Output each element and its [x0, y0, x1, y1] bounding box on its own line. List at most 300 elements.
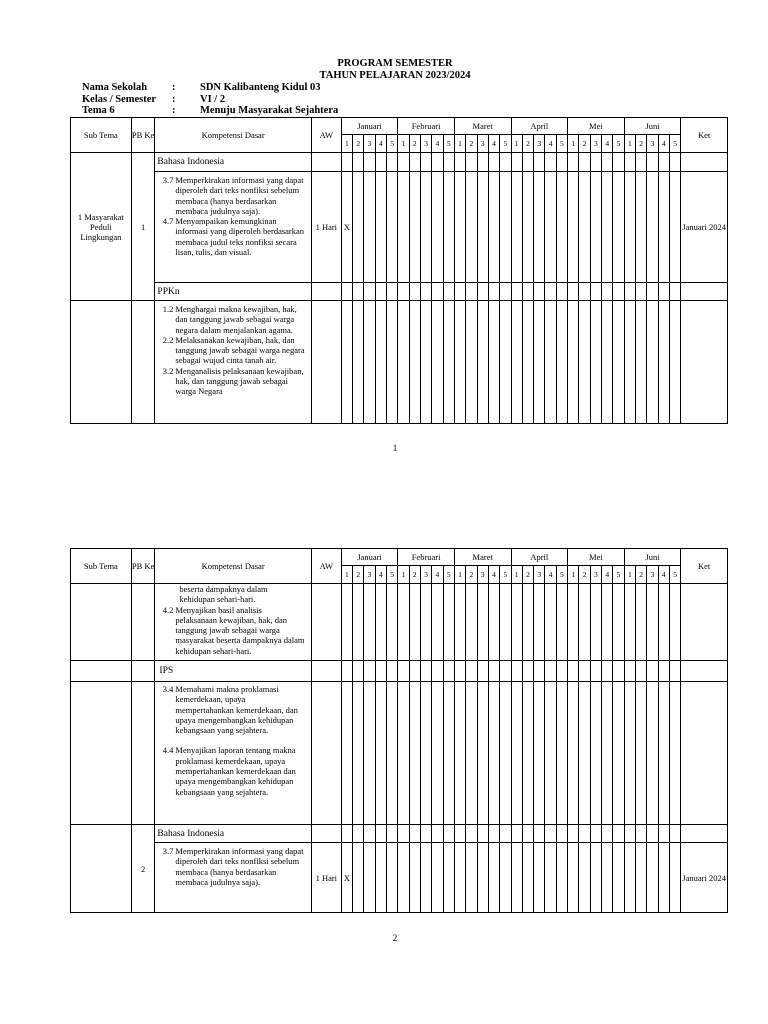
- week-cell: [466, 301, 477, 424]
- month-juni: Juni: [624, 549, 681, 566]
- week-cell: [375, 153, 386, 172]
- week-cell: [454, 153, 465, 172]
- week-number: 3: [534, 566, 545, 584]
- kd-code: 4.4: [162, 745, 174, 756]
- kd-item: [155, 366, 310, 397]
- week-cell: [602, 843, 613, 913]
- col-pb: PB Ke: [131, 549, 155, 584]
- kd-code: 3.2: [162, 365, 174, 376]
- week-cell: [669, 682, 680, 825]
- week-cell: [545, 172, 556, 283]
- week-number: 5: [386, 566, 397, 584]
- month-februari: Februari: [398, 549, 455, 566]
- week-cell: [534, 153, 545, 172]
- week-cell: [353, 584, 364, 661]
- week-cell: [375, 843, 386, 913]
- week-cell: [420, 661, 431, 682]
- week-cell: [353, 283, 364, 301]
- week-number: 5: [613, 566, 624, 584]
- week-cell: [409, 661, 420, 682]
- week-cell: [341, 584, 352, 661]
- week-cell: [590, 301, 601, 424]
- week-number: 1: [341, 135, 352, 153]
- week-cell: [500, 682, 511, 825]
- kd-text: Menganalisis pelaksanaan kewajiban, hak, dan tanggung jawab sebagai warga Negara: [175, 365, 304, 397]
- week-number: 3: [420, 566, 431, 584]
- week-cell: [454, 172, 465, 283]
- week-cell: [568, 584, 579, 661]
- week-cell: [647, 283, 658, 301]
- week-cell: [624, 153, 635, 172]
- week-cell: [511, 584, 522, 661]
- subtema-cell: 1 Masyarakat Peduli Lingkungan: [71, 153, 132, 301]
- kd-cell: [155, 301, 311, 424]
- week-cell: [375, 661, 386, 682]
- week-cell: [466, 843, 477, 913]
- week-cell: [636, 283, 647, 301]
- week-cell: [488, 153, 499, 172]
- subtema-cell: [71, 661, 132, 682]
- section-row: [71, 153, 728, 172]
- week-cell: [432, 283, 443, 301]
- col-ket: Ket: [681, 118, 728, 153]
- week-cell: [466, 661, 477, 682]
- week-number: 4: [488, 135, 499, 153]
- week-cell: [669, 153, 680, 172]
- week-cell: [409, 153, 420, 172]
- kd-text: Memperkirakan informasi yang dapat diperoleh dari teks nonfiksi sebelum membaca (hanya berdasarkan membaca judulnya saja).: [175, 846, 304, 887]
- week-cell: [341, 153, 352, 172]
- week-cell: [579, 661, 590, 682]
- week-cell: [669, 661, 680, 682]
- kd-row: [71, 584, 728, 661]
- aw-cell: [311, 301, 341, 424]
- week-cell: [624, 584, 635, 661]
- kd-cell: [155, 172, 311, 283]
- ket-cell: [681, 682, 728, 825]
- week-cell: [636, 682, 647, 825]
- week-cell: [669, 843, 680, 913]
- kd-text: Menghargai makna kewajiban, hak, dan tanggung jawab sebagai warga negara dalam menjalankan agama.: [175, 304, 297, 335]
- week-cell: [443, 172, 454, 283]
- kd-item: [155, 846, 310, 887]
- week-cell: [534, 682, 545, 825]
- week-cell: [590, 843, 601, 913]
- week-number: 2: [579, 135, 590, 153]
- kd-row: [71, 843, 728, 913]
- week-cell: [602, 301, 613, 424]
- kd-item: [155, 335, 310, 366]
- info-row-class: [82, 94, 338, 106]
- week-cell: [466, 825, 477, 843]
- week-number: 4: [488, 566, 499, 584]
- week-cell: [432, 584, 443, 661]
- week-cell: [353, 843, 364, 913]
- week-cell: [432, 661, 443, 682]
- week-cell: [556, 283, 567, 301]
- col-aw: AW: [311, 549, 341, 584]
- week-number: 4: [545, 566, 556, 584]
- week-cell: [477, 825, 488, 843]
- week-cell: [556, 661, 567, 682]
- week-cell: [341, 661, 352, 682]
- week-cell: [420, 682, 431, 825]
- month-mei: Mei: [568, 118, 625, 135]
- info-colon: :: [172, 105, 176, 116]
- week-number: 2: [353, 566, 364, 584]
- week-cell: [579, 301, 590, 424]
- week-cell: [556, 584, 567, 661]
- week-number: 3: [534, 135, 545, 153]
- kd-text: Memahami makna proklamasi kemerdekaan, upaya mempertahankan kemerdekaan, dan upaya mengembangkan kehidupan kebangsaan yang sejahtera.: [175, 684, 298, 736]
- kd-row: [71, 301, 728, 424]
- week-cell: [636, 153, 647, 172]
- week-cell: [624, 283, 635, 301]
- week-number: 2: [409, 566, 420, 584]
- table-body: [71, 584, 728, 913]
- subtema-cell: [71, 301, 132, 424]
- week-cell: [398, 283, 409, 301]
- week-cell: [386, 661, 397, 682]
- week-number: 2: [353, 135, 364, 153]
- kd-item: [155, 216, 310, 257]
- week-cell: [613, 153, 624, 172]
- week-cell: [624, 301, 635, 424]
- week-cell: [658, 283, 669, 301]
- week-cell: [636, 172, 647, 283]
- week-cell: [545, 283, 556, 301]
- col-kd: Kompetensi Dasar: [155, 118, 311, 153]
- week-number: 2: [636, 566, 647, 584]
- week-cell: [375, 682, 386, 825]
- week-number: 1: [398, 566, 409, 584]
- week-cell: [613, 682, 624, 825]
- kd-code: 3.4: [162, 684, 174, 694]
- week-cell: [636, 661, 647, 682]
- week-cell: [488, 172, 499, 283]
- week-cell: [579, 172, 590, 283]
- week-cell: [579, 825, 590, 843]
- aw-cell: [311, 661, 341, 682]
- document-subtitle: TAHUN PELAJARAN 2023/2024: [319, 70, 471, 81]
- week-cell: [409, 584, 420, 661]
- col-subtema: Sub Tema: [71, 118, 132, 153]
- week-cell: [658, 825, 669, 843]
- week-cell: [386, 172, 397, 283]
- pb-cell: 1: [131, 153, 155, 301]
- week-cell: [398, 301, 409, 424]
- kd-cell: [155, 843, 311, 913]
- school-info: [82, 82, 338, 117]
- week-cell: [477, 843, 488, 913]
- week-cell: [613, 661, 624, 682]
- info-value: VI / 2: [200, 93, 226, 105]
- week-cell: [500, 153, 511, 172]
- week-cell: [647, 661, 658, 682]
- week-cell: [590, 153, 601, 172]
- week-cell: [420, 153, 431, 172]
- kd-item: [155, 684, 310, 735]
- kd-text: Menyampaikan kemungkinan informasi yang diperoleh berdasarkan membaca judul teks nonfiksi secara lisan, tulis, dan visual.: [175, 216, 305, 258]
- week-cell: [432, 843, 443, 913]
- week-cell: [398, 682, 409, 825]
- week-cell: [545, 301, 556, 424]
- week-number: 4: [545, 135, 556, 153]
- document-header: [0, 58, 768, 82]
- week-number: 5: [386, 135, 397, 153]
- info-row-school: [82, 82, 338, 94]
- week-cell: [602, 682, 613, 825]
- week-cell: [386, 584, 397, 661]
- week-cell: [556, 153, 567, 172]
- week-cell: [353, 153, 364, 172]
- week-cell: [579, 153, 590, 172]
- week-cell: [602, 825, 613, 843]
- week-cell: [534, 301, 545, 424]
- week-cell: [511, 301, 522, 424]
- ket-cell: [681, 661, 728, 682]
- week-cell: [568, 301, 579, 424]
- kd-code: 1.2: [162, 304, 174, 314]
- kd-text: Menyajikan hasil analisis pelaksanaan kewajiban, hak, dan tanggung jawab sebagai warga masyarakat beserta dampaknya dalam kehidupan sehari-hari.: [175, 604, 305, 656]
- week-cell: [500, 584, 511, 661]
- info-value: SDN Kalibanteng Kidul 03: [200, 82, 321, 93]
- info-colon: :: [172, 93, 176, 105]
- week-cell: [602, 661, 613, 682]
- aw-cell: [311, 825, 341, 843]
- week-number: 3: [647, 135, 658, 153]
- week-cell: [613, 172, 624, 283]
- week-cell: [364, 153, 375, 172]
- week-cell: [454, 843, 465, 913]
- week-cell: [534, 584, 545, 661]
- schedule-mark: X: [341, 172, 352, 283]
- week-cell: [488, 661, 499, 682]
- week-cell: [500, 661, 511, 682]
- week-cell: [432, 172, 443, 283]
- week-number: 2: [466, 135, 477, 153]
- week-cell: [522, 584, 533, 661]
- week-cell: [602, 283, 613, 301]
- week-cell: [511, 661, 522, 682]
- col-subtema: Sub Tema: [71, 549, 132, 584]
- week-cell: [375, 301, 386, 424]
- week-cell: [398, 584, 409, 661]
- week-cell: [420, 584, 431, 661]
- week-cell: [488, 283, 499, 301]
- pb-cell: [131, 682, 155, 825]
- week-cell: [647, 172, 658, 283]
- week-cell: [409, 843, 420, 913]
- week-cell: [534, 172, 545, 283]
- week-cell: [579, 584, 590, 661]
- aw-cell: [311, 584, 341, 661]
- week-cell: [511, 153, 522, 172]
- program-table-page-1: [70, 117, 728, 424]
- week-cell: [386, 301, 397, 424]
- week-cell: [454, 301, 465, 424]
- week-cell: [624, 682, 635, 825]
- week-cell: [568, 283, 579, 301]
- month-januari: Januari: [341, 118, 398, 135]
- week-cell: [443, 153, 454, 172]
- week-number: 1: [511, 566, 522, 584]
- week-cell: [488, 682, 499, 825]
- week-cell: [556, 301, 567, 424]
- info-key: Nama Sekolah: [82, 82, 148, 93]
- week-cell: [534, 283, 545, 301]
- kd-item: [155, 175, 310, 216]
- week-cell: [375, 283, 386, 301]
- aw-cell: [311, 153, 341, 172]
- week-cell: [420, 172, 431, 283]
- week-cell: [669, 283, 680, 301]
- header-row: [71, 549, 728, 566]
- week-cell: [511, 843, 522, 913]
- col-ket: Ket: [681, 549, 728, 584]
- week-cell: [466, 283, 477, 301]
- week-cell: [613, 825, 624, 843]
- kd-code: 3.7: [162, 175, 174, 185]
- table-head: [71, 549, 728, 584]
- week-cell: [522, 283, 533, 301]
- week-number: 2: [522, 566, 533, 584]
- week-number: 4: [602, 135, 613, 153]
- week-cell: [534, 825, 545, 843]
- week-cell: [443, 584, 454, 661]
- kd-continuation: beserta dampaknya dalam kehidupan sehari-hari.: [179, 584, 268, 605]
- week-cell: [590, 661, 601, 682]
- week-cell: [364, 301, 375, 424]
- week-cell: [522, 843, 533, 913]
- week-number: 1: [454, 566, 465, 584]
- week-cell: [500, 825, 511, 843]
- week-cell: [511, 283, 522, 301]
- subtema-cell: [71, 682, 132, 825]
- week-number: 2: [579, 566, 590, 584]
- week-cell: [386, 843, 397, 913]
- week-number: 1: [398, 135, 409, 153]
- kd-text: Menyajikan laporan tentang makna proklamasi kemerdekaan, upaya mempertahankan kemerdekaan dan upaya mengembangkan kehidupan kebangsaan yang sejahtera.: [175, 745, 296, 797]
- week-number: 4: [375, 566, 386, 584]
- week-cell: [477, 301, 488, 424]
- week-cell: [511, 825, 522, 843]
- col-pb: PB Ke: [131, 118, 155, 153]
- week-number: 1: [624, 566, 635, 584]
- week-cell: [556, 172, 567, 283]
- kd-code: 2.2: [162, 334, 174, 345]
- week-cell: [545, 584, 556, 661]
- week-number: 5: [443, 566, 454, 584]
- week-number: 1: [624, 135, 635, 153]
- week-cell: [375, 172, 386, 283]
- week-cell: [488, 843, 499, 913]
- week-cell: [624, 825, 635, 843]
- week-number: 1: [568, 135, 579, 153]
- week-cell: [590, 825, 601, 843]
- week-cell: [364, 682, 375, 825]
- week-cell: [409, 682, 420, 825]
- month-juni: Juni: [624, 118, 681, 135]
- week-cell: [568, 682, 579, 825]
- info-key: Tema 6: [82, 105, 115, 116]
- info-key: Kelas / Semester: [82, 93, 157, 105]
- week-cell: [556, 682, 567, 825]
- week-cell: [409, 283, 420, 301]
- week-cell: [522, 301, 533, 424]
- week-cell: [636, 843, 647, 913]
- week-cell: [500, 172, 511, 283]
- week-cell: [568, 661, 579, 682]
- aw-cell: [311, 283, 341, 301]
- week-number: 3: [364, 566, 375, 584]
- week-cell: [477, 661, 488, 682]
- week-cell: [636, 301, 647, 424]
- week-cell: [613, 584, 624, 661]
- week-cell: [669, 584, 680, 661]
- kd-code: 4.7: [162, 216, 174, 227]
- ket-cell: Januari 2024: [681, 172, 728, 283]
- week-cell: [443, 283, 454, 301]
- week-cell: [658, 843, 669, 913]
- week-cell: [341, 283, 352, 301]
- week-cell: [579, 283, 590, 301]
- header-row: [71, 118, 728, 135]
- week-cell: [500, 301, 511, 424]
- kd-text: Memperkirakan informasi yang dapat diperoleh dari teks nonfiksi sebelum membaca (hanya berdasarkan membaca judulnya saja).: [175, 175, 304, 216]
- week-cell: [466, 682, 477, 825]
- week-number: 2: [466, 566, 477, 584]
- week-cell: [534, 661, 545, 682]
- week-number: 1: [568, 566, 579, 584]
- week-cell: [590, 682, 601, 825]
- week-number: 3: [477, 135, 488, 153]
- week-cell: [477, 584, 488, 661]
- week-cell: [669, 172, 680, 283]
- kd-text: Melaksanakan kewajiban, hak, dan tanggung jawab sebagai warga negara sebagai wujud cinta tanah air.: [175, 334, 305, 366]
- week-cell: [409, 301, 420, 424]
- week-cell: [466, 172, 477, 283]
- week-cell: [590, 283, 601, 301]
- ket-cell: [681, 301, 728, 424]
- pb-cell: [131, 301, 155, 424]
- week-cell: [364, 172, 375, 283]
- kd-item: [155, 745, 310, 796]
- kd-cell: [155, 584, 311, 661]
- week-cell: [341, 825, 352, 843]
- program-table-page-2: [70, 548, 728, 913]
- ket-cell: [681, 283, 728, 301]
- kd-code: 3.7: [162, 846, 174, 856]
- week-number: 1: [341, 566, 352, 584]
- col-aw: AW: [311, 118, 341, 153]
- kd-code: 4.2: [162, 604, 174, 615]
- week-cell: [409, 825, 420, 843]
- week-cell: [420, 843, 431, 913]
- info-value: Menuju Masyarakat Sejahtera: [200, 105, 339, 116]
- week-cell: [398, 825, 409, 843]
- week-cell: [658, 301, 669, 424]
- week-cell: [500, 283, 511, 301]
- week-cell: [647, 584, 658, 661]
- week-number: 4: [432, 566, 443, 584]
- section-heading: PPKn: [155, 283, 311, 301]
- week-number: 5: [669, 135, 680, 153]
- week-cell: [658, 682, 669, 825]
- kd-cell: [155, 682, 311, 825]
- week-cell: [454, 283, 465, 301]
- month-februari: Februari: [398, 118, 455, 135]
